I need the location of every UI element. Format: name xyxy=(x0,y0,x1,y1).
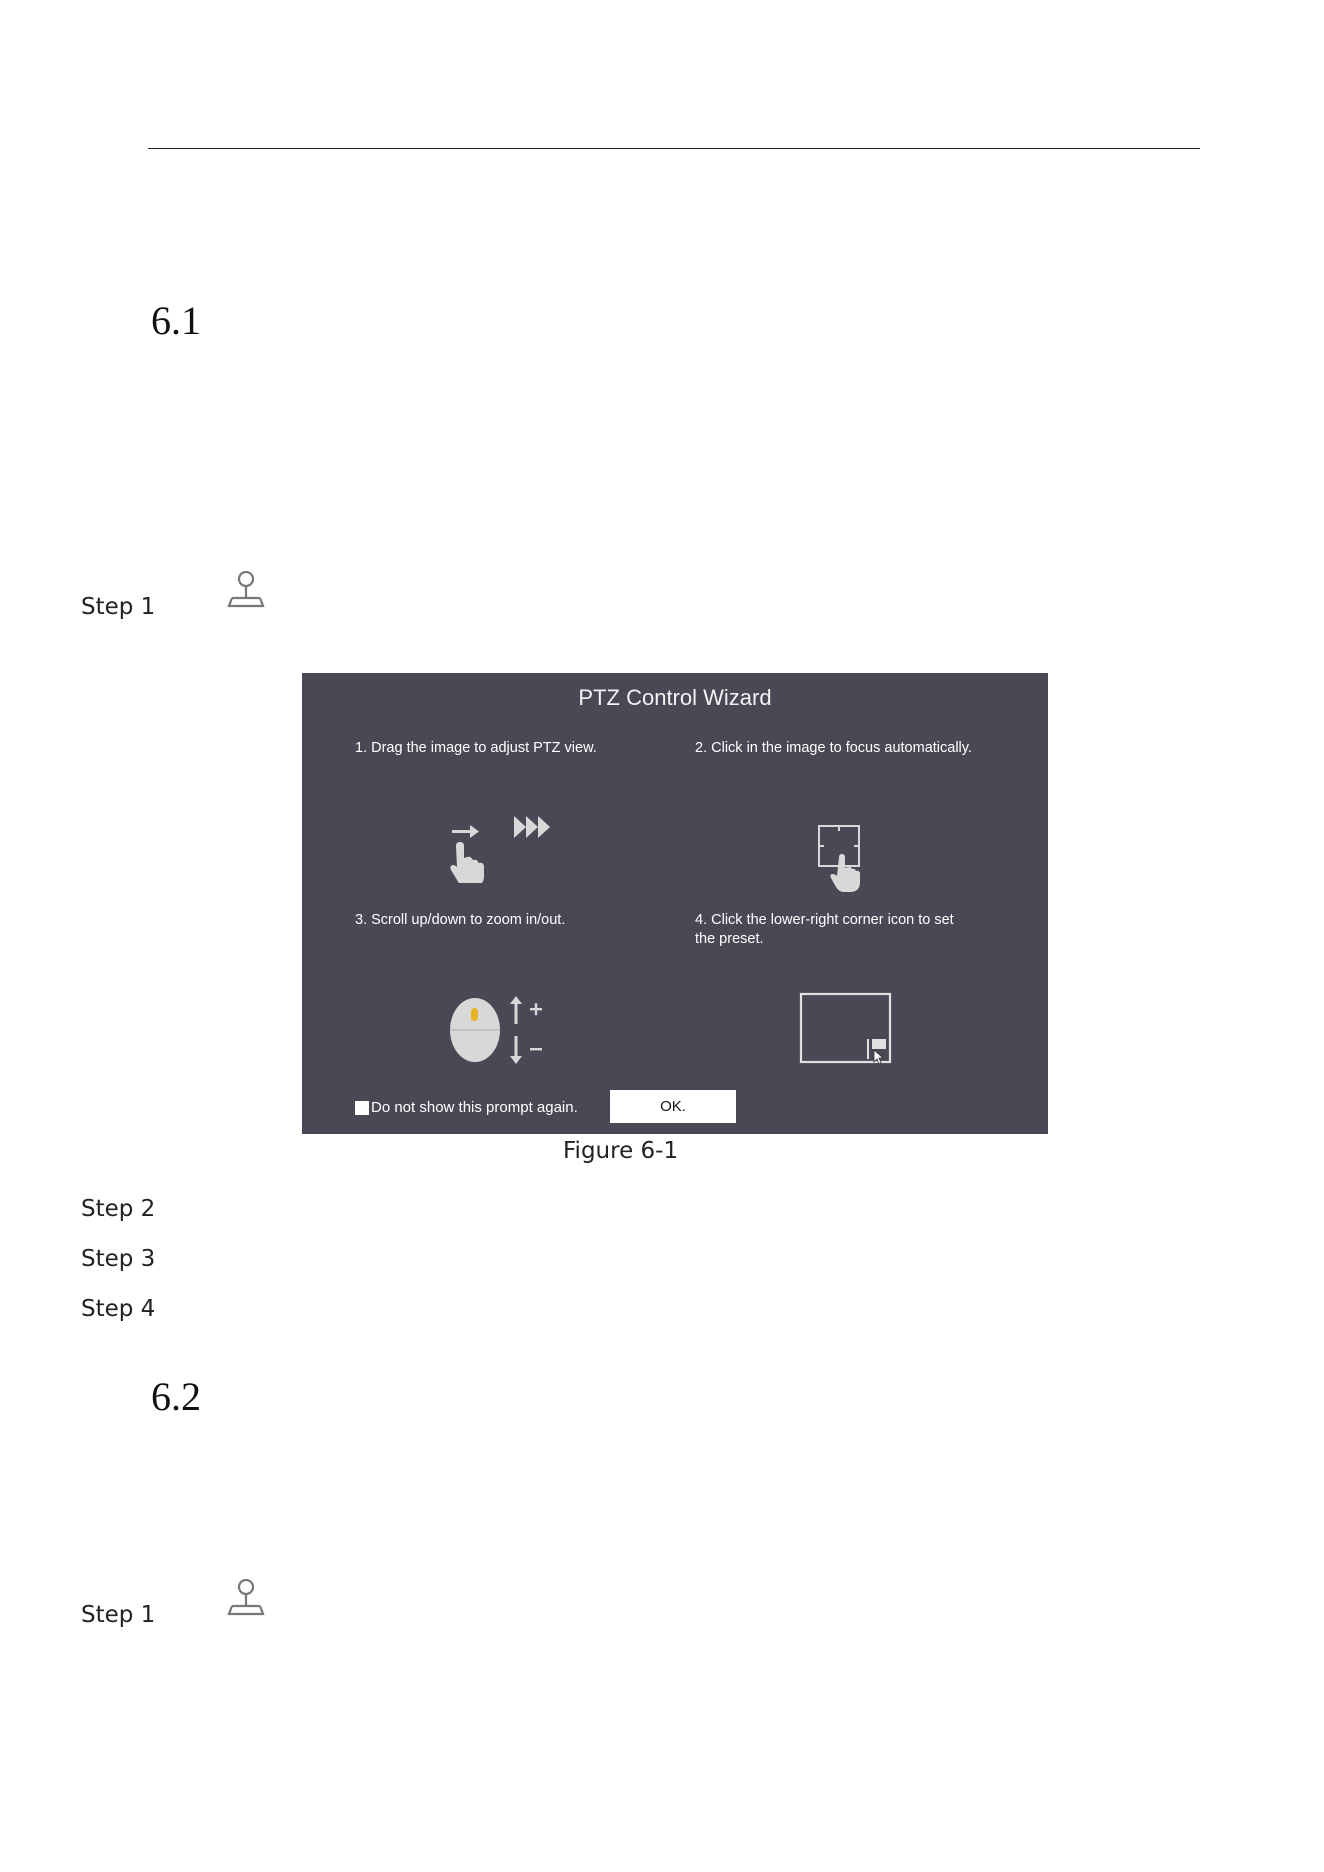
wizard-instruction-3: 3. Scroll up/down to zoom in/out. xyxy=(355,912,566,928)
step-3-label: Step 3 xyxy=(81,1246,156,1272)
step-4-label: Step 4 xyxy=(81,1296,156,1322)
dont-show-again-label: Do not show this prompt again. xyxy=(371,1099,578,1116)
section-number-6-1: 6.1 xyxy=(151,298,201,343)
header-rule xyxy=(148,148,1200,149)
ptz-joystick-icon[interactable] xyxy=(226,569,266,609)
wizard-instruction-4-line2: the preset. xyxy=(695,931,764,947)
focus-hand-icon xyxy=(812,823,882,898)
preset-corner-icon xyxy=(797,991,897,1066)
drag-hand-icon xyxy=(442,808,572,883)
step-1-label: Step 1 xyxy=(81,594,156,620)
section-number-6-2: 6.2 xyxy=(151,1374,201,1419)
wizard-instruction-1: 1. Drag the image to adjust PTZ view. xyxy=(355,740,597,756)
ptz-control-wizard xyxy=(302,673,1048,1134)
dont-show-again-checkbox[interactable] xyxy=(355,1101,369,1115)
step-2-label: Step 2 xyxy=(81,1196,156,1222)
dont-show-again-row xyxy=(355,1099,578,1116)
wizard-instruction-4 xyxy=(695,911,954,949)
wizard-title: PTZ Control Wizard xyxy=(578,685,772,710)
figure-caption: Figure 6-1 xyxy=(563,1138,679,1164)
wizard-instruction-2: 2. Click in the image to focus automatically. xyxy=(695,740,972,756)
ok-button[interactable]: OK. xyxy=(610,1090,736,1123)
mouse-scroll-icon xyxy=(442,988,562,1068)
wizard-instruction-4-line1: 4. Click the lower-right corner icon to set xyxy=(695,912,954,928)
ptz-joystick-icon[interactable] xyxy=(226,1577,266,1617)
step-1-label-6-2: Step 1 xyxy=(81,1602,156,1628)
